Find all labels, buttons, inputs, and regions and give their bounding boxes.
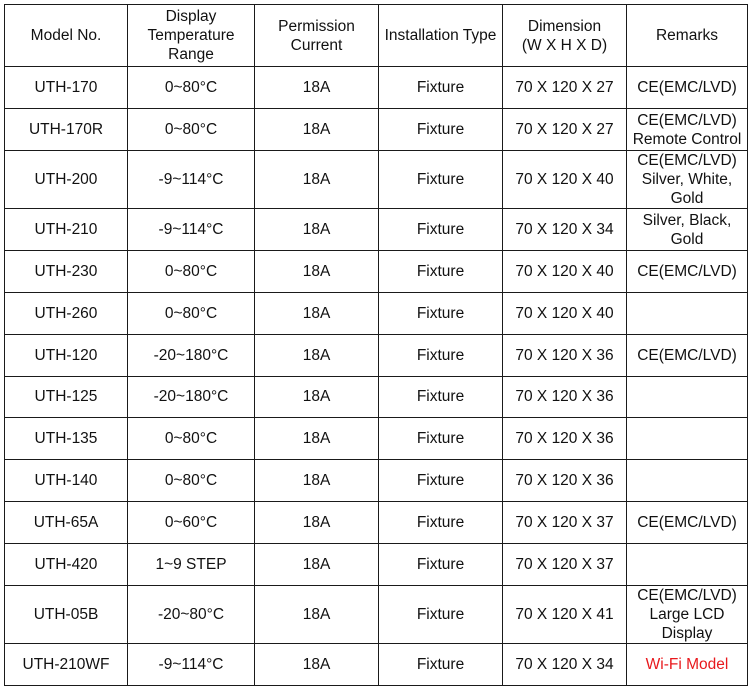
- table-row: [5, 376, 748, 418]
- table-row: [5, 209, 748, 251]
- model-cell: UTH-170R: [5, 109, 128, 151]
- remarks-cell: CE(EMC/LVD) Silver, White, Gold: [627, 151, 748, 209]
- install-cell: Fixture: [379, 334, 503, 376]
- model-cell: UTH-65A: [5, 501, 128, 543]
- remarks-cell: [627, 293, 748, 335]
- current-cell: 18A: [255, 67, 379, 109]
- install-cell: Fixture: [379, 543, 503, 585]
- temp-cell: -20~80°C: [128, 585, 255, 643]
- model-cell: UTH-200: [5, 151, 128, 209]
- remarks-cell: CE(EMC/LVD): [627, 501, 748, 543]
- dimension-cell: 70 X 120 X 36: [503, 334, 627, 376]
- table-row: [5, 585, 748, 643]
- current-cell: 18A: [255, 209, 379, 251]
- install-cell: Fixture: [379, 501, 503, 543]
- temp-cell: -9~114°C: [128, 643, 255, 685]
- install-cell: Fixture: [379, 109, 503, 151]
- spec-table: [4, 4, 748, 686]
- current-cell: 18A: [255, 643, 379, 685]
- temp-cell: 0~80°C: [128, 293, 255, 335]
- table-row: [5, 67, 748, 109]
- model-cell: UTH-210WF: [5, 643, 128, 685]
- model-cell: UTH-140: [5, 460, 128, 502]
- temp-cell: -9~114°C: [128, 209, 255, 251]
- current-cell: 18A: [255, 151, 379, 209]
- dimension-cell: 70 X 120 X 37: [503, 501, 627, 543]
- model-cell: UTH-170: [5, 67, 128, 109]
- current-cell: 18A: [255, 501, 379, 543]
- temp-cell: 0~60°C: [128, 501, 255, 543]
- header-current: Permission Current: [255, 5, 379, 67]
- model-cell: UTH-260: [5, 293, 128, 335]
- install-cell: Fixture: [379, 67, 503, 109]
- dimension-cell: 70 X 120 X 27: [503, 67, 627, 109]
- header-remarks: Remarks: [627, 5, 748, 67]
- remarks-cell: [627, 643, 748, 685]
- remarks-cell: [627, 418, 748, 460]
- current-cell: 18A: [255, 543, 379, 585]
- install-cell: Fixture: [379, 643, 503, 685]
- temp-cell: 1~9 STEP: [128, 543, 255, 585]
- dimension-cell: 70 X 120 X 34: [503, 209, 627, 251]
- install-cell: Fixture: [379, 151, 503, 209]
- install-cell: Fixture: [379, 293, 503, 335]
- table-row: [5, 460, 748, 502]
- remarks-cell: CE(EMC/LVD): [627, 334, 748, 376]
- install-cell: Fixture: [379, 251, 503, 293]
- dimension-cell: 70 X 120 X 40: [503, 251, 627, 293]
- model-cell: UTH-230: [5, 251, 128, 293]
- current-cell: 18A: [255, 109, 379, 151]
- remarks-cell: CE(EMC/LVD): [627, 67, 748, 109]
- table-row: [5, 334, 748, 376]
- dimension-cell: 70 X 120 X 40: [503, 151, 627, 209]
- table-row: [5, 418, 748, 460]
- table-row: [5, 151, 748, 209]
- dimension-cell: 70 X 120 X 36: [503, 460, 627, 502]
- model-cell: UTH-125: [5, 376, 128, 418]
- header-model: Model No.: [5, 5, 128, 67]
- remarks-cell: CE(EMC/LVD) Large LCD Display: [627, 585, 748, 643]
- dimension-cell: 70 X 120 X 40: [503, 293, 627, 335]
- remarks-cell: [627, 376, 748, 418]
- table-row: [5, 501, 748, 543]
- remarks-cell: [627, 460, 748, 502]
- header-temperature: Display Temperature Range: [128, 5, 255, 67]
- table-row: [5, 109, 748, 151]
- current-cell: 18A: [255, 585, 379, 643]
- dimension-cell: 70 X 120 X 34: [503, 643, 627, 685]
- dimension-cell: 70 X 120 X 36: [503, 376, 627, 418]
- current-cell: 18A: [255, 293, 379, 335]
- current-cell: 18A: [255, 418, 379, 460]
- header-installation: Installation Type: [379, 5, 503, 67]
- remarks-cell: Silver, Black, Gold: [627, 209, 748, 251]
- model-cell: UTH-210: [5, 209, 128, 251]
- temp-cell: 0~80°C: [128, 418, 255, 460]
- model-cell: UTH-120: [5, 334, 128, 376]
- remarks-cell: CE(EMC/LVD) Remote Control: [627, 109, 748, 151]
- wifi-model-label: Wi-Fi Model: [645, 655, 729, 673]
- dimension-cell: 70 X 120 X 37: [503, 543, 627, 585]
- dimension-cell: 70 X 120 X 41: [503, 585, 627, 643]
- current-cell: 18A: [255, 460, 379, 502]
- header-row: [5, 5, 748, 67]
- temp-cell: 0~80°C: [128, 109, 255, 151]
- temp-cell: -20~180°C: [128, 376, 255, 418]
- model-cell: UTH-420: [5, 543, 128, 585]
- table-row: [5, 293, 748, 335]
- header-dimension: Dimension (W X H X D): [503, 5, 627, 67]
- model-cell: UTH-05B: [5, 585, 128, 643]
- model-cell: UTH-135: [5, 418, 128, 460]
- table-row: [5, 251, 748, 293]
- temp-cell: 0~80°C: [128, 251, 255, 293]
- temp-cell: -9~114°C: [128, 151, 255, 209]
- temp-cell: -20~180°C: [128, 334, 255, 376]
- temp-cell: 0~80°C: [128, 67, 255, 109]
- table-row: [5, 543, 748, 585]
- current-cell: 18A: [255, 251, 379, 293]
- install-cell: Fixture: [379, 376, 503, 418]
- remarks-cell: CE(EMC/LVD): [627, 251, 748, 293]
- current-cell: 18A: [255, 376, 379, 418]
- install-cell: Fixture: [379, 209, 503, 251]
- install-cell: Fixture: [379, 585, 503, 643]
- temp-cell: 0~80°C: [128, 460, 255, 502]
- install-cell: Fixture: [379, 460, 503, 502]
- remarks-cell: [627, 543, 748, 585]
- dimension-cell: 70 X 120 X 27: [503, 109, 627, 151]
- current-cell: 18A: [255, 334, 379, 376]
- table-row: [5, 643, 748, 685]
- dimension-cell: 70 X 120 X 36: [503, 418, 627, 460]
- install-cell: Fixture: [379, 418, 503, 460]
